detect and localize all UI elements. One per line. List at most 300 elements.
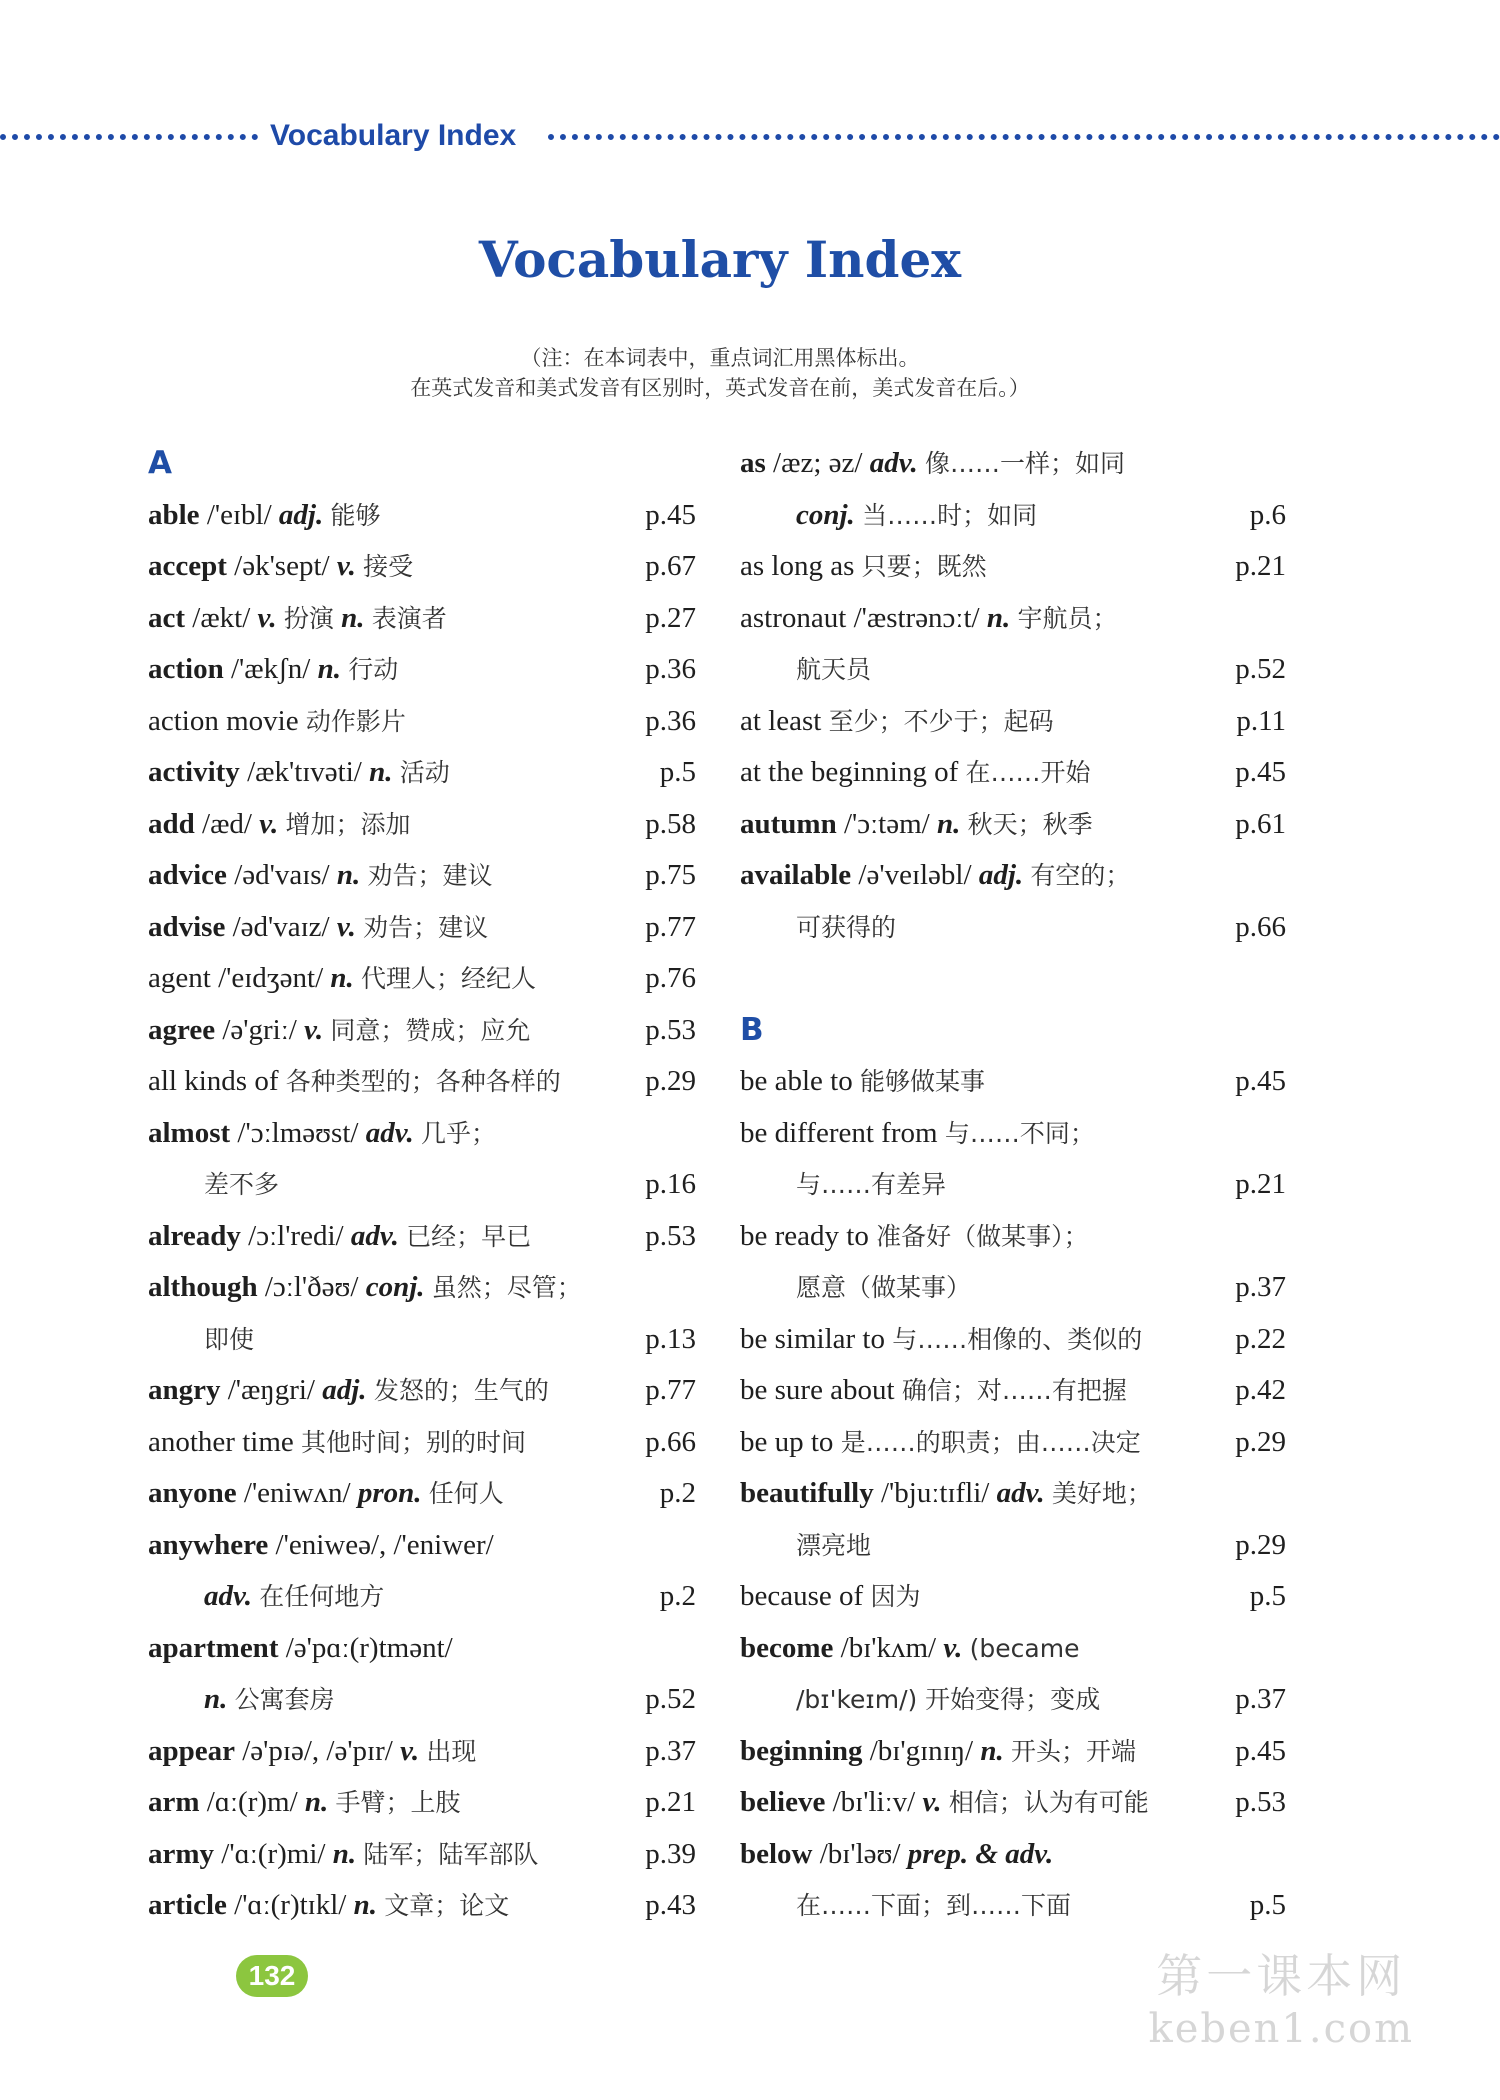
watermark: [1148, 1940, 1414, 2052]
entry-part-of-speech: n.: [980, 1734, 1004, 1767]
vocab-entry: [148, 593, 696, 645]
entry-page-ref: p.37: [645, 1734, 696, 1767]
entry-text: [148, 1838, 538, 1870]
entry-word: at least: [740, 704, 822, 737]
running-header: [0, 118, 1500, 154]
entry-word: autumn: [740, 807, 837, 840]
entry-definition: 能够: [330, 500, 381, 530]
entry-page-ref: p.2: [659, 1580, 696, 1612]
entry-phonetic: /'eɪdʒənt/: [218, 962, 324, 994]
index-note-line-2: 在英式发音和美式发音有区别时，英式发音在前，美式发音在后。）: [410, 376, 1030, 400]
entry-continuation: [740, 644, 1286, 696]
entry-word: activity: [148, 756, 240, 788]
entry-text: [740, 1374, 1127, 1406]
entry-page-ref: p.5: [1249, 1889, 1286, 1921]
entry-page-ref: p.53: [645, 1013, 696, 1046]
entry-text: [740, 550, 987, 582]
entry-page-ref: p.29: [1235, 1528, 1286, 1561]
entry-word: appear: [148, 1734, 235, 1767]
section-heading: [740, 1005, 1286, 1057]
entry-page-ref: p.53: [645, 1219, 696, 1252]
entry-word: beginning: [740, 1734, 863, 1767]
entry-page-ref: p.21: [1235, 1168, 1286, 1200]
entry-phonetic: /'eniwʌn/: [243, 1477, 351, 1509]
entry-text: [148, 1220, 531, 1252]
entry-part-of-speech: adv.: [204, 1580, 253, 1612]
entry-text: [148, 1529, 494, 1561]
entry-definition: 公寓套房: [234, 1685, 335, 1714]
entry-text: [148, 705, 406, 737]
entry-definition: 愿意（做某事）: [796, 1273, 972, 1302]
entry-text: [740, 1220, 1089, 1252]
index-column-right: [740, 438, 1286, 1932]
entry-page-ref: p.13: [645, 1322, 696, 1355]
entry-phonetic: /'bjuːtɪfli/: [881, 1477, 990, 1509]
entry-word: accept: [148, 550, 227, 582]
vocab-entry: [148, 1520, 696, 1572]
entry-page-ref: p.5: [659, 756, 696, 788]
entry-word: believe: [740, 1786, 826, 1818]
vocab-entry: [740, 541, 1286, 593]
entry-page-ref: p.22: [1235, 1322, 1286, 1355]
entry-part-of-speech: n.: [986, 601, 1011, 634]
entry-continuation: [740, 490, 1286, 542]
entry-part-of-speech: n.: [332, 1837, 357, 1870]
watermark-url: keben1.com: [1148, 2006, 1414, 2052]
vocab-entry: [148, 1623, 696, 1675]
entry-text: [148, 1271, 582, 1303]
entry-text: [740, 1529, 871, 1561]
entry-page-ref: p.43: [645, 1889, 696, 1921]
entry-word: be able to: [740, 1065, 853, 1097]
vocab-entry: [148, 1829, 696, 1881]
entry-definition: 差不多: [204, 1170, 280, 1199]
entry-part-of-speech: v.: [943, 1631, 963, 1664]
entry-continuation: [148, 1571, 696, 1623]
entry-text: [740, 653, 871, 685]
entry-phonetic: /'eniweə/, /'eniwer/: [275, 1528, 494, 1561]
entry-page-ref: p.58: [645, 807, 696, 840]
entry-text: [740, 1580, 920, 1612]
entry-definition: 航天员: [796, 655, 872, 684]
entry-text: [148, 1426, 526, 1458]
entry-page-ref: p.21: [1235, 550, 1286, 582]
entry-text: [148, 1889, 509, 1921]
entry-phonetic: /'ɑː(r)mi/: [221, 1837, 326, 1870]
entry-definition: 相信；认为有可能: [948, 1788, 1149, 1817]
entry-definition: 至少；不少于；起码: [828, 706, 1054, 736]
entry-text: [740, 1271, 971, 1303]
entry-definition: 任何人: [428, 1479, 504, 1508]
entry-word: advice: [148, 859, 227, 891]
entry-word: anywhere: [148, 1528, 269, 1561]
vocab-entry: [740, 1417, 1286, 1469]
entry-definition: 因为: [870, 1582, 921, 1611]
entry-definition: 能够做某事: [859, 1067, 985, 1096]
entry-word: although: [148, 1271, 258, 1303]
vocab-entry: [148, 1108, 696, 1160]
entry-phonetic: /ə'pɪə/, /ə'pɪr/: [242, 1734, 393, 1767]
entry-page-ref: p.77: [645, 910, 696, 943]
entry-phonetic: /æz; əz/: [773, 447, 863, 479]
entry-text: [148, 1683, 335, 1715]
entry-continuation: [740, 902, 1286, 954]
entry-continuation: [740, 1880, 1286, 1932]
entry-phonetic: /ɑː(r)m/: [206, 1786, 298, 1818]
index-column-left: [148, 438, 696, 1932]
entry-definition: 可获得的: [796, 912, 897, 942]
entry-definition: 开头；开端: [1011, 1736, 1137, 1766]
entry-definition: 确信；对……有把握: [901, 1376, 1127, 1405]
page-title: Vocabulary Index: [478, 230, 962, 289]
entry-word: another time: [148, 1425, 294, 1458]
entry-part-of-speech: n.: [204, 1683, 228, 1715]
entry-definition: 是……的职责；由……决定: [840, 1427, 1141, 1457]
entry-page-ref: p.67: [645, 550, 696, 582]
entry-text: [740, 1426, 1141, 1458]
entry-definition: 有空的；: [1030, 861, 1131, 890]
entry-word: army: [148, 1837, 215, 1870]
entry-page-ref: p.52: [1235, 653, 1286, 685]
entry-word: already: [148, 1219, 241, 1252]
vocab-entry: [740, 1108, 1286, 1160]
entry-page-ref: p.5: [1249, 1580, 1286, 1612]
entry-page-ref: p.45: [1235, 756, 1286, 788]
entry-page-ref: p.29: [1235, 1425, 1286, 1458]
entry-part-of-speech: n.: [330, 962, 354, 994]
entry-definition: 与……有差异: [796, 1170, 947, 1199]
entry-page-ref: p.37: [1235, 1683, 1286, 1715]
vocab-entry: [740, 1726, 1286, 1778]
entry-phonetic: /əd'vaɪs/: [234, 859, 330, 891]
entry-text: [740, 1323, 1142, 1355]
section-heading: [148, 438, 696, 490]
vocab-entry: [148, 902, 696, 954]
entry-text: [740, 1168, 946, 1200]
entry-text: [148, 1786, 461, 1818]
entry-part-of-speech: adj.: [278, 498, 324, 531]
vocab-entry: [148, 850, 696, 902]
vocab-entry: [740, 1211, 1286, 1263]
entry-part-of-speech: v.: [336, 910, 356, 943]
entry-definition: 像……一样；如同: [924, 449, 1125, 478]
entry-text: [740, 859, 1130, 891]
entry-phonetic: /'ɔːlməʊst/: [237, 1116, 359, 1149]
entry-text: [740, 1838, 1053, 1870]
vocab-entry: [740, 438, 1286, 490]
entry-part-of-speech: adv.: [350, 1219, 399, 1252]
entry-word: become: [740, 1631, 834, 1664]
entry-definition: 其他时间；别的时间: [301, 1427, 527, 1457]
entry-part-of-speech: n.: [341, 601, 365, 634]
entry-word: almost: [148, 1116, 231, 1149]
entry-part-of-speech: adv.: [869, 447, 918, 479]
entry-word: agent: [148, 962, 211, 994]
entry-text: [148, 1168, 279, 1200]
entry-text: [148, 602, 447, 634]
entry-word: as long as: [740, 550, 855, 582]
vocab-entry: [148, 1211, 696, 1263]
entry-word: angry: [148, 1374, 221, 1406]
entry-text: [740, 808, 1093, 840]
entry-definition: 出现: [426, 1736, 477, 1766]
page-number: 132: [236, 1955, 308, 1997]
entry-definition: (became: [969, 1633, 1080, 1663]
entry-text: [148, 1735, 476, 1767]
entry-continuation: [740, 1159, 1286, 1211]
entry-phonetic: /ə'veɪləbl/: [858, 859, 972, 891]
entry-page-ref: p.61: [1235, 807, 1286, 840]
entry-phonetic: /ə'pɑː(r)tmənt/: [285, 1631, 453, 1664]
entry-definition: 几乎；: [420, 1118, 496, 1148]
entry-part-of-speech: v.: [922, 1786, 942, 1818]
entry-word: beautifully: [740, 1477, 874, 1509]
entry-part-of-speech: v.: [257, 601, 277, 634]
entry-word: be up to: [740, 1425, 834, 1458]
entry-word: be similar to: [740, 1322, 885, 1355]
entry-definition: 当……时；如同: [862, 500, 1038, 530]
entry-phonetic: /'eɪbl/: [206, 498, 272, 531]
entry-word: able: [148, 498, 200, 531]
entry-word: be ready to: [740, 1219, 869, 1252]
entry-phonetic: /bɪ'ləʊ/: [819, 1837, 901, 1870]
entry-word: add: [148, 807, 195, 840]
entry-definition: 接受: [363, 552, 414, 581]
vocab-entry: [148, 1417, 696, 1469]
vocab-entry: [740, 593, 1286, 645]
entry-text: [148, 1117, 496, 1149]
entry-part-of-speech: adj.: [322, 1374, 367, 1406]
entry-word: below: [740, 1837, 813, 1870]
vocab-entry: [740, 1468, 1286, 1520]
entry-definition: 代理人；经纪人: [361, 964, 537, 993]
entry-word: article: [148, 1889, 227, 1921]
entry-definition: 秋天；秋季: [967, 809, 1093, 839]
entry-word: anyone: [148, 1477, 237, 1509]
entry-text: [740, 1065, 985, 1097]
entry-part-of-speech: n.: [369, 756, 393, 788]
entry-text: [740, 447, 1125, 479]
entry-page-ref: p.45: [1235, 1065, 1286, 1097]
entry-part-of-speech: v.: [259, 807, 279, 840]
entry-part-of-speech: adj.: [978, 859, 1024, 891]
vocab-entry: [148, 1468, 696, 1520]
vocab-entry: [148, 953, 696, 1005]
entry-definition: 动作影片: [305, 706, 406, 736]
entry-word: act: [148, 601, 186, 634]
entry-word: action movie: [148, 704, 299, 737]
entry-word: advise: [148, 910, 226, 943]
vocab-entry: [148, 490, 696, 542]
entry-definition: 与……相像的、类似的: [892, 1324, 1143, 1354]
entry-text: [740, 756, 1091, 788]
entry-phonetic: /ækt/: [192, 601, 251, 634]
entry-word: at the beginning of: [740, 756, 959, 788]
entry-word: be different from: [740, 1116, 938, 1149]
entry-continuation: [740, 1262, 1286, 1314]
entry-text: [148, 653, 398, 685]
entry-word: available: [740, 859, 852, 891]
entry-word: as: [740, 447, 766, 479]
entry-text: [148, 1065, 561, 1097]
vocab-entry: [740, 1571, 1286, 1623]
entry-definition: 与……不同；: [944, 1118, 1095, 1148]
vocab-entry: [148, 799, 696, 851]
entry-text: [740, 1735, 1136, 1767]
entry-part-of-speech: n.: [317, 653, 341, 685]
entry-definition: 增加；添加: [285, 809, 411, 839]
vocab-entry: [148, 1056, 696, 1108]
entry-text: [148, 1632, 453, 1664]
entry-text: [148, 550, 413, 582]
entry-page-ref: p.36: [645, 653, 696, 685]
entry-phonetic: /'æŋgri/: [227, 1374, 315, 1406]
entry-part-of-speech: n.: [336, 859, 361, 891]
entry-text: [740, 1117, 1095, 1149]
entry-definition: 文章；论文: [384, 1891, 510, 1920]
header-dotted-rule-left: [0, 134, 258, 140]
entry-page-ref: p.2: [659, 1477, 696, 1509]
entry-page-ref: p.36: [645, 704, 696, 737]
entry-word: arm: [148, 1786, 200, 1818]
entry-definition: /bɪ'keɪm/) 开始变得；变成: [796, 1685, 1101, 1714]
vocab-entry: [148, 1262, 696, 1314]
vocab-entry: [740, 1777, 1286, 1829]
entry-part-of-speech: conj.: [796, 498, 855, 531]
entry-page-ref: p.53: [1235, 1786, 1286, 1818]
entry-phonetic: /bɪ'gɪnɪŋ/: [869, 1734, 974, 1767]
entry-page-ref: p.76: [645, 962, 696, 994]
entry-definition: 陆军；陆军部队: [363, 1839, 539, 1869]
entry-page-ref: p.27: [645, 601, 696, 634]
entry-text: [148, 499, 380, 531]
entry-text: [148, 962, 536, 994]
vocab-entry: [148, 747, 696, 799]
entry-continuation: [148, 1674, 696, 1726]
entry-part-of-speech: n.: [304, 1786, 329, 1818]
entry-definition: 扮演: [283, 603, 334, 633]
entry-text: [740, 602, 1118, 634]
vocab-entry: [740, 1829, 1286, 1881]
entry-text: [148, 756, 450, 788]
entry-page-ref: p.16: [645, 1168, 696, 1200]
vocab-entry: [148, 1880, 696, 1932]
entry-part-of-speech: v.: [336, 550, 356, 582]
entry-text: [148, 1323, 254, 1355]
entry-text: [740, 911, 896, 943]
vocab-entry: [148, 1005, 696, 1057]
entry-definition: 同意；赞成；应允: [330, 1015, 531, 1045]
entry-phonetic: /bɪ'kʌm/: [840, 1631, 937, 1664]
entry-text: [740, 1889, 1071, 1921]
entry-continuation: [148, 1314, 696, 1366]
vocab-entry: [740, 1365, 1286, 1417]
entry-page-ref: p.77: [645, 1374, 696, 1406]
entry-phonetic: /ə'griː/: [222, 1013, 297, 1046]
entry-phonetic: /bɪ'liːv/: [832, 1786, 916, 1818]
entry-text: [740, 705, 1054, 737]
entry-part-of-speech: pron.: [357, 1477, 422, 1509]
entry-definition: 只要；既然: [861, 552, 987, 581]
entry-definition: 发怒的；生气的: [373, 1376, 549, 1405]
vocab-entry: [740, 747, 1286, 799]
entry-part-of-speech: v.: [400, 1734, 420, 1767]
vocab-entry: [148, 1777, 696, 1829]
vocab-entry: [740, 696, 1286, 748]
entry-page-ref: p.75: [645, 859, 696, 891]
entry-page-ref: p.37: [1235, 1271, 1286, 1303]
entry-text: [148, 1374, 549, 1406]
entry-text: [148, 1477, 504, 1509]
entry-definition: 虽然；尽管；: [431, 1273, 582, 1302]
entry-word: all kinds of: [148, 1065, 279, 1097]
entry-continuation: [740, 1674, 1286, 1726]
entry-part-of-speech: v.: [304, 1013, 324, 1046]
entry-page-ref: p.52: [645, 1683, 696, 1715]
entry-definition: 准备好（做某事）；: [876, 1221, 1089, 1251]
entry-part-of-speech: n.: [936, 807, 961, 840]
vocab-entry: [740, 1314, 1286, 1366]
entry-word: apartment: [148, 1631, 279, 1664]
entry-text: [740, 1683, 1100, 1715]
entry-phonetic: /ɔːl'ðəʊ/: [264, 1271, 359, 1303]
entry-part-of-speech: prep. & adv.: [907, 1837, 1054, 1870]
entry-page-ref: p.21: [645, 1786, 696, 1818]
entry-definition: 劝告；建议: [363, 912, 489, 942]
vocab-entry: [148, 541, 696, 593]
entry-word: agree: [148, 1013, 216, 1046]
entry-phonetic: /'æstrənɔːt/: [853, 601, 980, 634]
vocab-entry: [148, 696, 696, 748]
entry-phonetic: /'ækʃn/: [230, 653, 311, 685]
entry-page-ref: p.29: [645, 1065, 696, 1097]
entry-definition: 行动: [348, 655, 399, 684]
entry-phonetic: /ək'sept/: [234, 550, 330, 582]
entry-page-ref: p.45: [1235, 1734, 1286, 1767]
entry-word: be sure about: [740, 1374, 895, 1406]
section-letter: A: [148, 445, 172, 481]
entry-part-of-speech: adv.: [996, 1477, 1045, 1509]
entry-phonetic: /ɔːl'redi/: [248, 1219, 344, 1252]
entry-page-ref: p.11: [1236, 704, 1286, 737]
vocab-entry: [148, 644, 696, 696]
entry-phonetic: /æk'tɪvəti/: [247, 756, 362, 788]
entry-phonetic: /əd'vaɪz/: [232, 910, 330, 943]
entry-word: action: [148, 653, 224, 685]
watermark-title: 第一课本网: [1156, 1949, 1407, 2003]
entry-text: [148, 911, 488, 943]
vocab-entry: [740, 1056, 1286, 1108]
entry-page-ref: p.66: [1235, 910, 1286, 943]
entry-definition: 在……开始: [965, 758, 1091, 787]
vocab-entry: [740, 799, 1286, 851]
entry-definition: 劝告；建议: [367, 861, 493, 890]
vocab-entry: [740, 850, 1286, 902]
entry-page-ref: p.6: [1249, 498, 1286, 531]
entry-part-of-speech: conj.: [365, 1271, 425, 1303]
entry-word: because of: [740, 1580, 864, 1612]
entry-phonetic: /'ɑː(r)tɪkl/: [234, 1889, 347, 1921]
index-note-line-1: （注：在本词表中，重点词汇用黑体标出。: [520, 346, 920, 370]
entry-definition: 在任何地方: [259, 1582, 385, 1611]
entry-text: [148, 1580, 384, 1612]
entry-text: [740, 1786, 1149, 1818]
entry-text: [148, 859, 493, 891]
entry-text: [740, 1632, 1079, 1664]
entry-definition: 漂亮地: [796, 1530, 872, 1560]
entry-text: [740, 499, 1037, 531]
entry-phonetic: /'ɔːtəm/: [843, 807, 930, 840]
